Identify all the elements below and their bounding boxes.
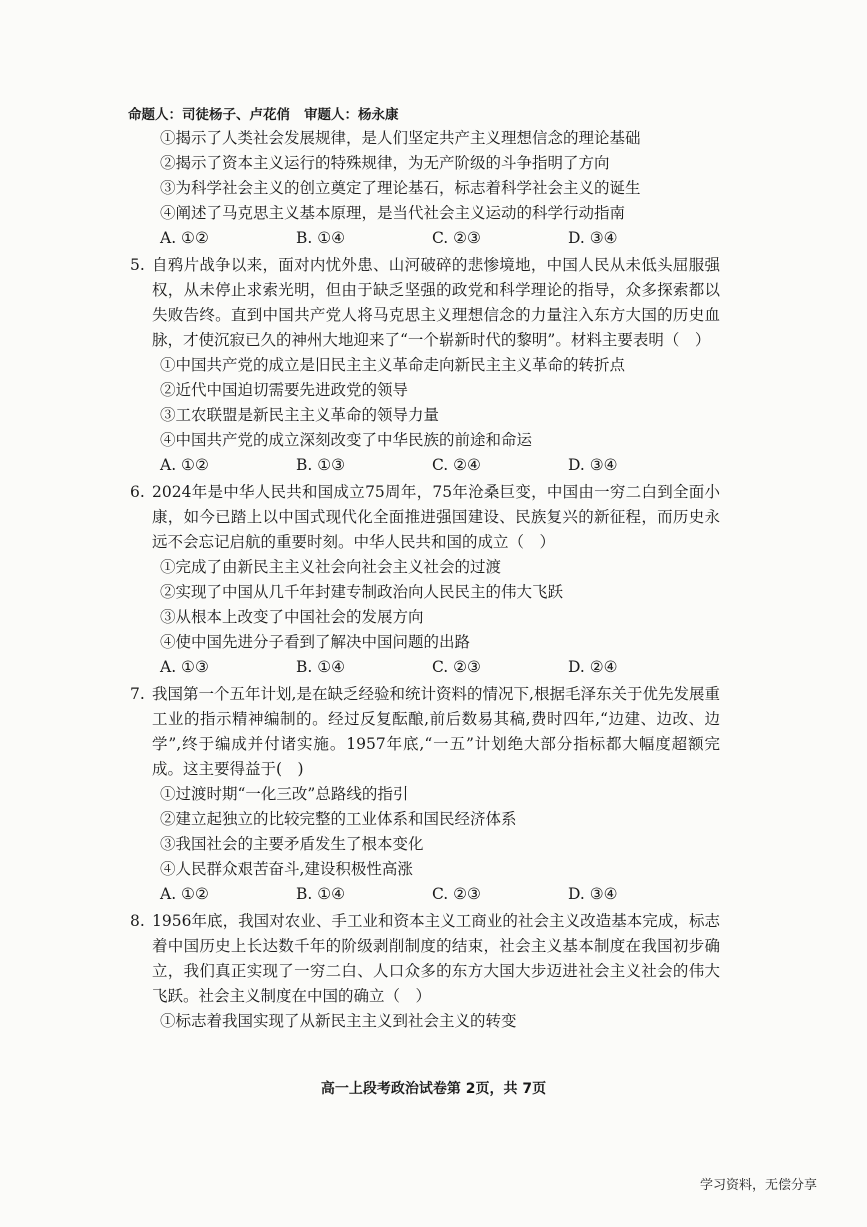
- choice-c: C. ②④: [432, 456, 481, 474]
- question-number: 8.: [130, 912, 145, 930]
- answer-choices: [130, 226, 720, 251]
- choice-d: D. ②④: [568, 658, 618, 676]
- option-line: ②建立起独立的比较完整的工业体系和国民经济体系: [160, 810, 517, 828]
- option-line: ①揭示了人类社会发展规律，是人们坚定共产主义理想信念的理论基础: [160, 129, 641, 147]
- option-line: ②实现了中国从几千年封建专制政治向人民民主的伟大飞跃: [160, 583, 564, 601]
- option-line: ①过渡时期“一化三改”总路线的指引: [160, 785, 409, 803]
- choice-d: D. ③④: [568, 456, 618, 474]
- answer-choices: [130, 882, 720, 907]
- option-line: ③为科学社会主义的创立奠定了理论基石，标志着科学社会主义的诞生: [160, 179, 641, 197]
- answer-choices: [130, 655, 720, 680]
- option-line: ①中国共产党的成立是旧民主主义革命走向新民主主义革命的转折点: [160, 356, 626, 374]
- option-line: ③我国社会的主要矛盾发生了根本变化: [160, 835, 424, 853]
- question-stem: 2024年是中华人民共和国成立75周年，75年沧桑巨变，中国由一穷二白到全面小康，如今已踏上以中国式现代化全面推进强国建设、民族复兴的新征程，而历史永远不会忘记启航的重要时刻。中华人民共和国的成立（ ）: [152, 483, 720, 551]
- setters-line: [128, 104, 720, 126]
- question-number: 5.: [130, 256, 145, 274]
- choice-c: C. ②③: [432, 885, 481, 903]
- answer-choices: [130, 453, 720, 478]
- choice-d: D. ③④: [568, 229, 618, 247]
- option-line: ③工农联盟是新民主主义革命的领导力量: [160, 406, 440, 424]
- choice-b: B. ①④: [296, 885, 346, 903]
- choice-a: A. ①③: [160, 658, 209, 676]
- choice-b: B. ①④: [296, 229, 346, 247]
- question-stem: 我国第一个五年计划,是在缺乏经验和统计资料的情况下,根据毛泽东关于优先发展重工业的指示精神编制的。经过反复酝酿,前后数易其稿,费时四年,“边建、边改、边学”,终于编成并付诸实施。1957年底,“一五”计划绝大部分指标都大幅度超额完成。这主要得益于( ): [152, 685, 720, 778]
- choice-a: A. ①②: [160, 885, 209, 903]
- setters-label: 命题人：司徒杨子、卢花俏: [128, 107, 290, 123]
- reviewer-label: 审题人：杨永康: [304, 107, 399, 123]
- question-number: 6.: [130, 483, 145, 501]
- question-stem: 自鸦片战争以来，面对内忧外患、山河破碎的悲惨境地，中国人民从未低头屈服强权，从未停止求索光明，但由于缺乏坚强的政党和科学理论的指导，众多探索都以失败告终。直到中国共产党人将马克思主义理想信念的力量注入东方大国的历史血脉，才使沉寂已久的神州大地迎来了“一个崭新时代的黎明”。材料主要表明（ ）: [152, 256, 720, 349]
- choice-d: D. ③④: [568, 885, 618, 903]
- question-6: [130, 480, 720, 680]
- option-line: ④中国共产党的成立深刻改变了中华民族的前途和命运: [160, 431, 533, 449]
- option-line: ④人民群众艰苦奋斗,建设积极性高涨: [160, 860, 413, 878]
- choice-a: A. ①②: [160, 229, 209, 247]
- option-line: ④阐述了马克思主义基本原理，是当代社会主义运动的科学行动指南: [160, 204, 626, 222]
- question-8: [130, 909, 720, 1034]
- question-stem: 1956年底，我国对农业、手工业和资本主义工商业的社会主义改造基本完成，标志着中国历史上长达数千年的阶级剥削制度的结束，社会主义基本制度在我国初步确立，我们真正实现了一穷二白、人口众多的东方大国大步迈进社会主义社会的伟大飞跃。社会主义制度在中国的确立（ ）: [152, 912, 720, 1005]
- option-line: ②近代中国迫切需要先进政党的领导: [160, 381, 409, 399]
- page-footer: 高一上段考政治试卷第 2页，共 7页: [320, 1081, 547, 1097]
- choice-a: A. ①②: [160, 456, 209, 474]
- option-line: ④使中国先进分子看到了解决中国问题的出路: [160, 633, 471, 651]
- question-5: [130, 253, 720, 478]
- choice-b: B. ①④: [296, 658, 346, 676]
- choice-b: B. ①③: [296, 456, 346, 474]
- watermark-text: 学习资料，无偿分享: [699, 1178, 817, 1193]
- choice-c: C. ②③: [432, 658, 481, 676]
- option-line: ②揭示了资本主义运行的特殊规律，为无产阶级的斗争指明了方向: [160, 154, 610, 172]
- exam-content: [130, 104, 720, 1034]
- option-line: ③从根本上改变了中国社会的发展方向: [160, 608, 424, 626]
- option-line: ①完成了由新民主主义社会向社会主义社会的过渡: [160, 558, 502, 576]
- question-7: [130, 682, 720, 907]
- choice-c: C. ②③: [432, 229, 481, 247]
- option-line: ①标志着我国实现了从新民主主义到社会主义的转变: [160, 1012, 517, 1030]
- question-4-tail: [130, 126, 720, 251]
- question-number: 7.: [130, 685, 145, 703]
